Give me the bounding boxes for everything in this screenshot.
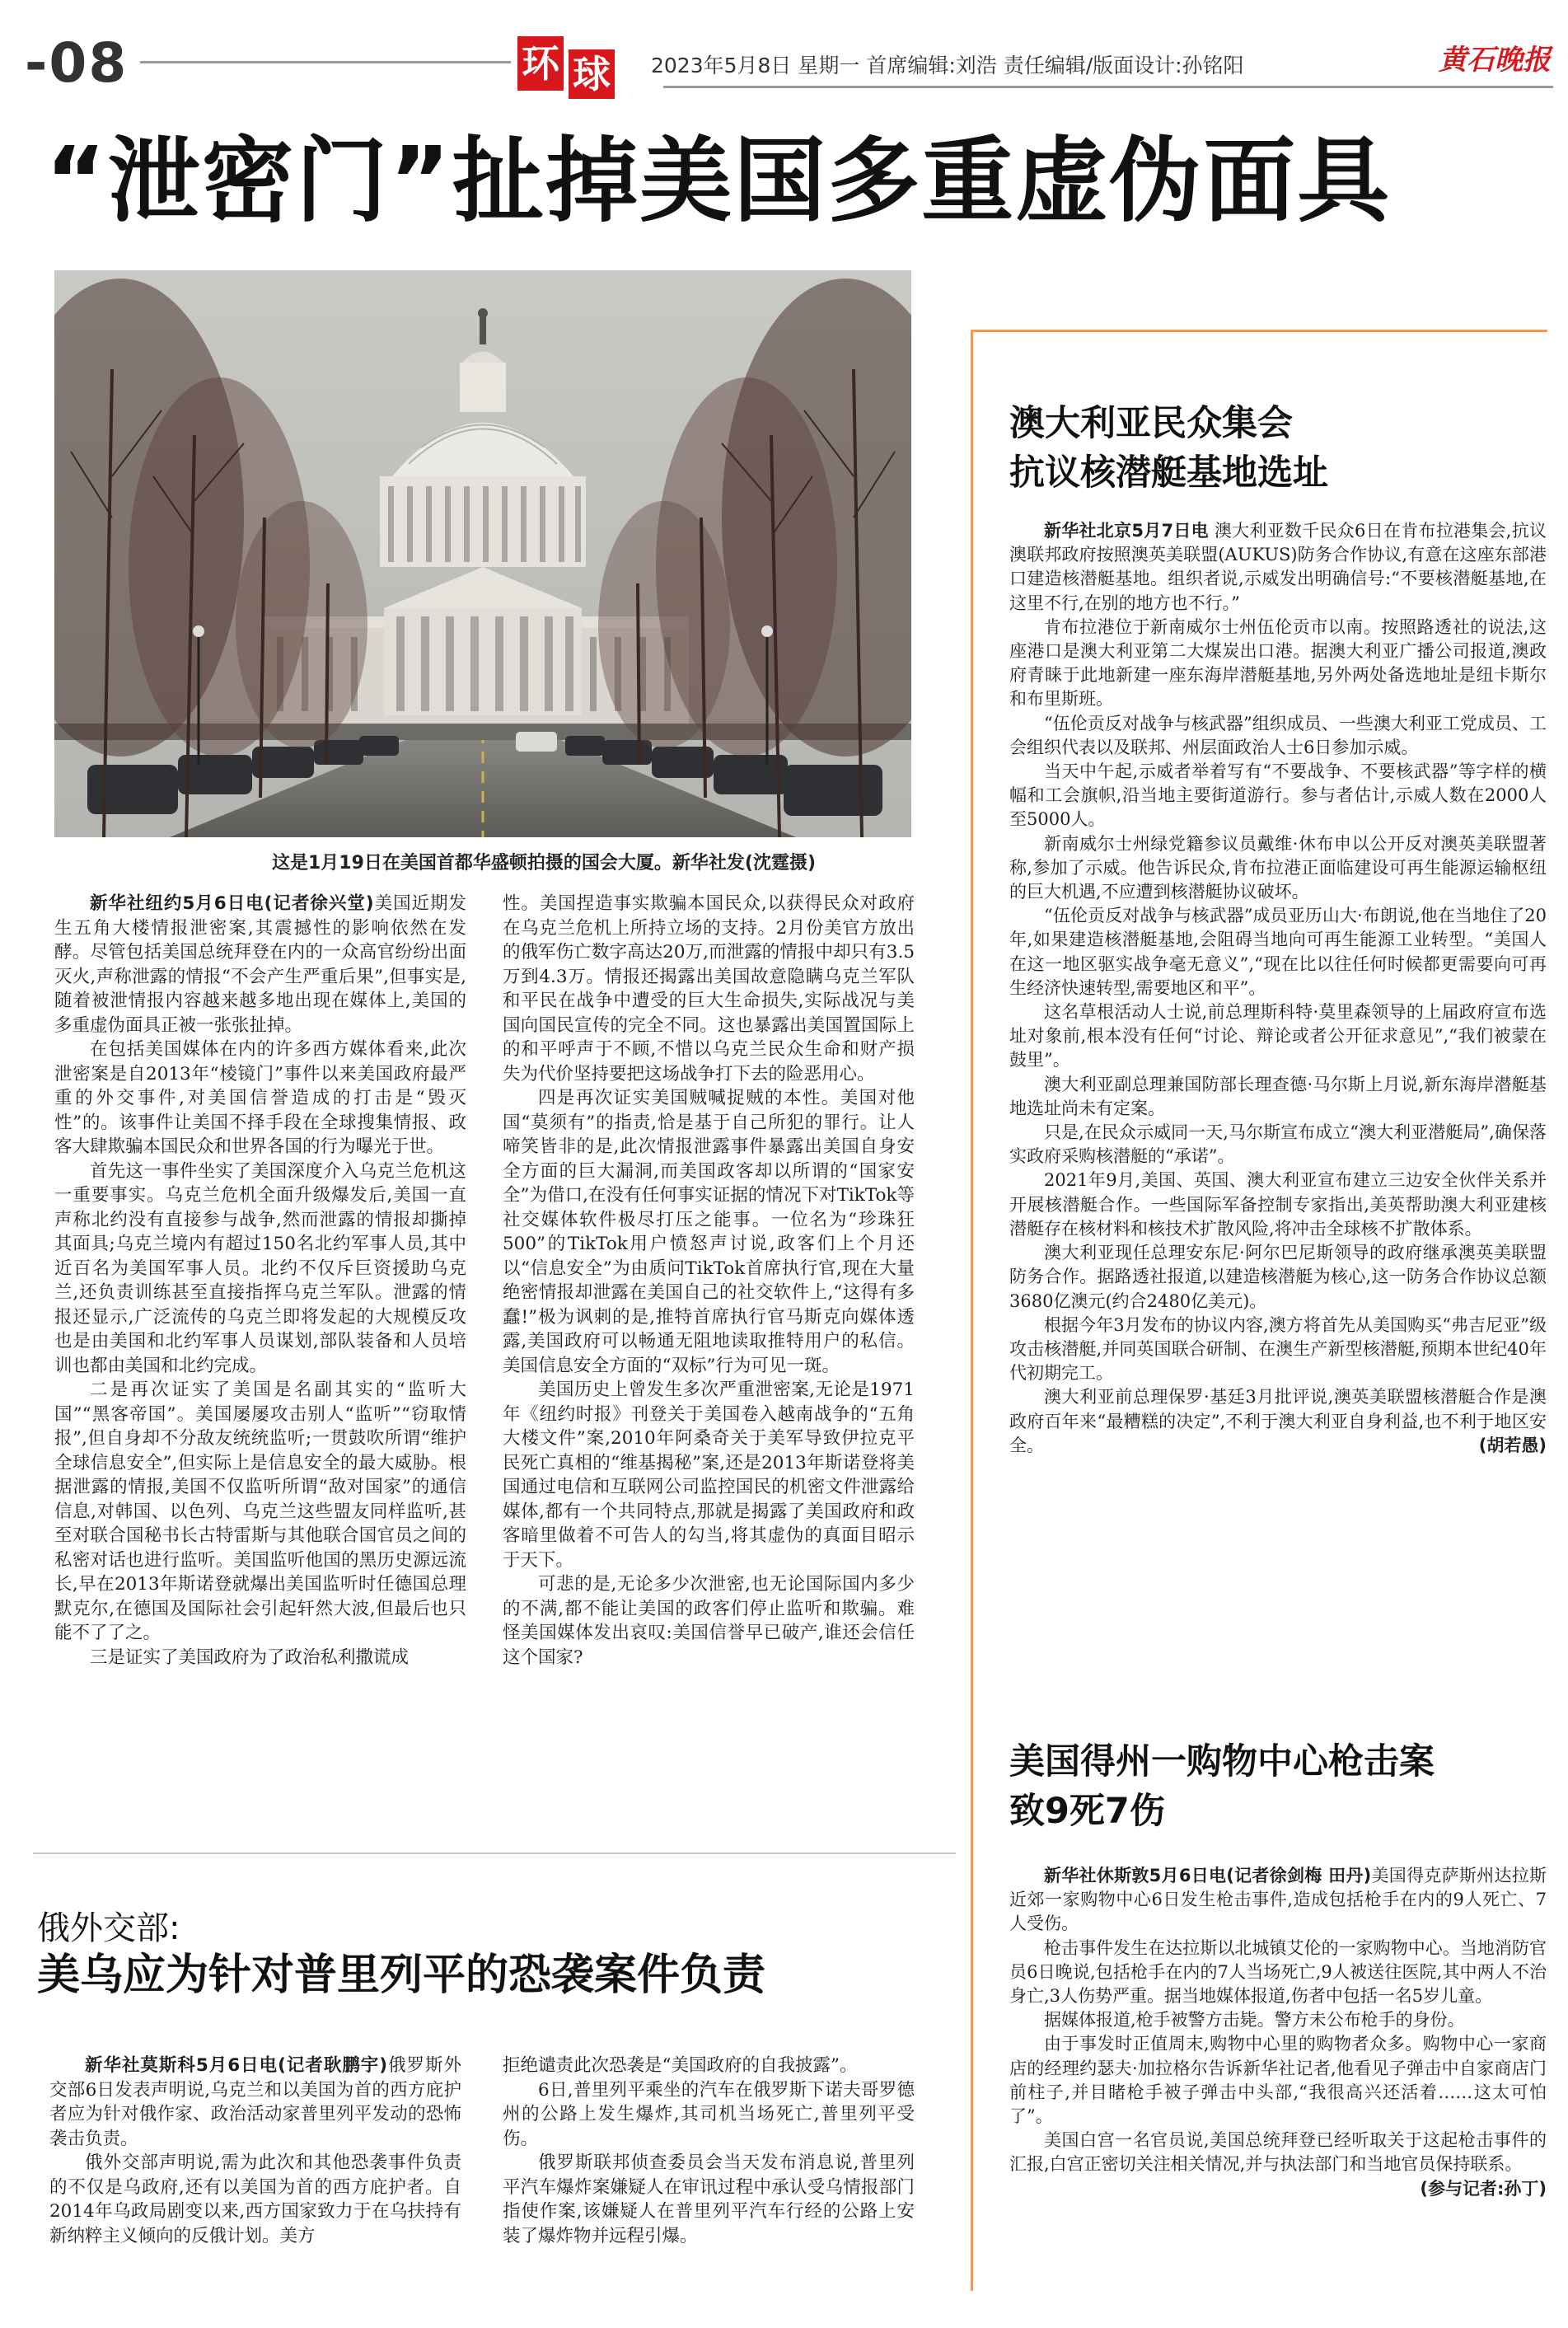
dateline: 新华社莫斯科5月6日电(记者耿鹏宇) xyxy=(85,2055,388,2076)
paragraph xyxy=(1009,1937,1547,2009)
australia-headline-line-1: 澳大利亚民众集会 xyxy=(1009,403,1293,444)
paragraph-text: 俄罗斯外交部6日发表声明说,乌克兰和以美国为首的西方庇护者应为针对俄作家、政治活动家普里列平发动的恐怖袭击负责。 xyxy=(49,2055,461,2149)
photo-caption: 这是1月19日在美国首都华盛顿拍摄的国会大厦。新华社发(沈霆摄) xyxy=(272,853,817,874)
paragraph xyxy=(49,2054,461,2151)
paragraph xyxy=(503,1378,915,1572)
russia-article-column-1 xyxy=(49,2054,461,2248)
paragraph-text: “伍伦贡反对战争与核武器”组织成员、一些澳大利亚工党成员、工会组织代表以及联邦、州层面政治人士6日参加示威。 xyxy=(1009,713,1547,757)
paragraph-text: 美国白宫一名官员说,美国总统拜登已经听取关于这起枪击事件的汇报,白宫正密切关注相关情况,并与执法部门和当地官员保持联系。 xyxy=(1009,2130,1547,2175)
paragraph xyxy=(54,1378,466,1646)
byline-signature: (胡若愚) xyxy=(1478,1435,1547,1455)
texas-headline xyxy=(1009,1737,1553,1836)
paragraph-text: 6日,普里列平乘坐的汽车在俄罗斯下诺夫哥罗德州的公路上发生爆炸,其司机当场死亡,普里列平受伤。 xyxy=(503,2079,915,2149)
section-label-char-1: 环 xyxy=(517,36,564,91)
russia-article-column-2 xyxy=(503,2054,915,2248)
capitol-photo-illustration xyxy=(54,270,911,837)
australia-headline xyxy=(1009,399,1553,498)
australia-headline-line-2: 抗议核潜艇基地选址 xyxy=(1009,452,1328,494)
paragraph xyxy=(1009,519,1547,616)
side-panel-rule-top xyxy=(971,330,1547,332)
paragraph xyxy=(1009,616,1547,712)
paragraph-text: 澳大利亚现任总理安东尼·阿尔巴尼斯领导的政府继承澳英美联盟防务合作。据路透社报道,以建造核潜艇为核心,这一防务合作协议总额3680亿澳元(约合2480亿美元)。 xyxy=(1009,1243,1547,1311)
texas-headline-line-1: 美国得州一购物中心枪击案 xyxy=(1009,1741,1435,1782)
paragraph-text: 只是,在民众示威同一天,马尔斯宣布成立“澳大利亚潜艇局”,确保落实政府采购核潜艇的“承诺”。 xyxy=(1009,1122,1547,1167)
paragraph xyxy=(54,1646,466,1670)
paragraph xyxy=(1009,832,1547,905)
paragraph xyxy=(1009,712,1547,760)
paragraph xyxy=(503,1572,915,1670)
paragraph xyxy=(1009,1000,1547,1073)
capitol-photo xyxy=(54,270,911,837)
paragraph xyxy=(1009,1864,1547,1937)
paragraph xyxy=(1009,1314,1547,1386)
dateline: 新华社休斯敦5月6日电(记者徐剑梅 田丹) xyxy=(1044,1866,1372,1885)
paragraph-text: 首先这一事件坐实了美国深度介入乌克兰危机这一重要事实。乌克兰危机全面升级爆发后,美国一直声称北约没有直接参与战争,然而泄露的情报却撕掉其面具;乌克兰境内有超过150名北约军事人员,其中近百名为美国军事人员。北约不仅斥巨资援助乌克兰,还负责训练甚至直接指挥乌克兰军队。泄露的情报还显示,广泛流传的乌克兰即将发起的大规模反攻也是由美国和北约军事人员谋划,部队装备和人员培训也都由美国和北约完成。 xyxy=(54,1160,466,1376)
paragraph xyxy=(503,2078,915,2152)
paragraph xyxy=(503,892,915,1086)
page-number: -08 xyxy=(25,31,129,95)
paragraph xyxy=(503,2054,915,2078)
russia-kicker: 俄外交部: xyxy=(37,1909,180,1947)
section-label-char-2: 球 xyxy=(569,49,615,99)
newspaper-logo: 黄石晚报 xyxy=(1439,44,1551,77)
header-rule-left xyxy=(140,61,511,63)
paragraph xyxy=(1009,904,1547,1000)
paragraph-text: 俄外交部声明说,需为此次和其他恐袭事件负责的不仅是乌政府,还有以美国为首的西方庇护者。自2014年乌政局剧变以来,西方国家致力于在乌扶持有新纳粹主义倾向的反俄计划。美方 xyxy=(49,2152,461,2246)
paragraph xyxy=(1009,760,1547,832)
australia-article-body xyxy=(1009,519,1547,1458)
paragraph xyxy=(1009,2129,1547,2199)
russia-headline: 美乌应为针对普里列平的恐袭案件负责 xyxy=(37,1951,766,2000)
paragraph xyxy=(503,2151,915,2248)
paragraph xyxy=(1009,1169,1547,1241)
paragraph-text: 澳大利亚前总理保罗·基廷3月批评说,澳英美联盟核潜艇合作是澳政府百年来“最糟糕的决定”,不利于澳大利亚自身利益,也不利于地区安全。 xyxy=(1009,1387,1547,1455)
paragraph-text: 美国历史上曾发生多次严重泄密案,无论是1971年《纽约时报》刊登关于美国卷入越南战争的“五角大楼文件”案,2010年阿桑奇关于美军导致伊拉克平民死亡真相的“维基揭秘”案,还是2013年斯诺登将美国通过电信和互联网公司监控国民的机密文件泄露给媒体,都有一个共同特点,那就是揭露了美国政府和政客暗里做着不可告人的勾当,将其虚伪的真面目昭示于天下。 xyxy=(503,1379,915,1571)
byline-signature: (参与记者:孙丁) xyxy=(1420,2178,1547,2199)
paragraph-text: 澳大利亚副总理兼国防部长理查德·马尔斯上月说,新东海岸潜艇基地选址尚未有定案。 xyxy=(1009,1074,1547,1118)
bottom-article-rule xyxy=(33,1853,956,1854)
dateline: 新华社北京5月7日电 xyxy=(1044,521,1209,541)
paragraph-text: 性。美国捏造事实欺骗本国民众,以获得民众对政府在乌克兰危机上所持立场的支持。2月份美官方放出的俄军伤亡数字高达20万,而泄露的情报中却只有3.5万到4.3万。情报还揭露出美国故意隐瞒乌克兰军队和平民在战争中遭受的巨大生命损失,实际战况与美国向国民宣传的完全不同。这也暴露出美国置国际上的和平呼声于不顾,不惜以乌克兰民众生命和财产损失为代价坚持要把这场战争打下去的险恶用心。 xyxy=(503,893,915,1084)
paragraph-text: 枪击事件发生在达拉斯以北城镇艾伦的一家购物中心。当地消防官员6日晚说,包括枪手在内的7人当场死亡,9人被送往医院,其中两人不治身亡,3人伤势严重。据当地媒体报道,伤者中包括一名5岁儿童。 xyxy=(1009,1937,1547,2007)
paragraph-text: “伍伦贡反对战争与核武器”成员亚历山大·布朗说,他在当地住了20年,如果建造核潜艇基地,会阻碍当地向可再生能源工业转型。“美国人在这一地区驱实战争毫无意义”,“现在比以往任何时候都更需要向可再生经济快速转型,需要地区和平”。 xyxy=(1009,906,1547,998)
paragraph xyxy=(49,2151,461,2248)
main-headline: “泄密门”扯掉美国多重虚伪面具 xyxy=(45,128,1392,235)
paragraph-text: 这名草根活动人士说,前总理斯科特·莫里森领导的上届政府宣布选址对象前,根本没有任何“讨论、辩论或者公开征求意见”,“我们被蒙在鼓里”。 xyxy=(1009,1002,1547,1070)
paragraph xyxy=(1009,1241,1547,1314)
paragraph xyxy=(54,1038,466,1159)
paragraph-text: 新南威尔士州绿党籍参议员戴维·休布申以公开反对澳英美联盟著称,参加了示威。他告诉民众,肯布拉港正面临建设可再生能源运输枢纽的巨大机遇,不应遭到核潜艇协议破坏。 xyxy=(1009,833,1547,902)
paragraph-text: 可悲的是,无论多少次泄密,也无论国际国内多少的不满,都不能让美国的政客们停止监听和欺骗。难怪美国媒体发出哀叹:美国信誉早已破产,谁还会信任这个国家? xyxy=(503,1574,915,1668)
paragraph xyxy=(54,1159,466,1379)
texas-headline-line-2: 致9死7伤 xyxy=(1009,1791,1165,1832)
paragraph-text: 美国得克萨斯州达拉斯近郊一家购物中心6日发生枪击事件,造成包括枪手在内的9人死亡、7人受伤。 xyxy=(1009,1866,1547,1934)
paragraph-text: 二是再次证实了美国是名副其实的“监听大国”“黑客帝国”。美国屡屡攻击别人“监听”“窃取情报”,但自身却不分敌友统统监听;一贯鼓吹所谓“维护全球信息安全”,但实际上是信息安全的最大威胁。根据泄露的情报,美国不仅监听所谓“敌对国家”的通信信息,对韩国、以色列、乌克兰这些盟友同样监听,甚至对联合国秘书长古特雷斯与其他联合国官员之间的私密对话也进行监听。美国监听他国的黑历史源远流长,早在2013年斯诺登就爆出美国监听时任德国总理默克尔,在德国及国际社会引起轩然大波,但最后也只能不了了之。 xyxy=(54,1379,466,1643)
paragraph-text: 澳大利亚数千民众6日在肯布拉港集会,抗议澳联邦政府按照澳英美联盟(AUKUS)防务合作协议,有意在这座东部港口建造核潜艇基地。组织者说,示威发出明确信号:“不要核潜艇基地,在这里不行,在别的地方也不行。” xyxy=(1009,521,1547,613)
dateline: 新华社纽约5月6日电(记者徐兴堂) xyxy=(90,893,374,914)
paragraph-text: 在包括美国媒体在内的许多西方媒体看来,此次泄密案是自2013年“棱镜门”事件以来美国政府最严重的外交事件,对美国信誉造成的打击是“毁灭性”的。该事件让美国不择手段在全球搜集情报、政客大肆欺骗本国民众和世界各国的行为曝光于世。 xyxy=(54,1039,466,1157)
paragraph-text: 拒绝谴责此次恐袭是“美国政府的自我披露”。 xyxy=(503,2055,858,2076)
paragraph-text: 俄罗斯联邦侦查委员会当天发布消息说,普里列平汽车爆炸案嫌疑人在审讯过程中承认受乌情报部门指使作案,该嫌疑人在普里列平汽车行经的公路上安装了爆炸物并远程引爆。 xyxy=(503,2152,915,2246)
paragraph-text: 三是证实了美国政府为了政治私利撒谎成 xyxy=(90,1646,410,1668)
paragraph-text: 据媒体报道,枪手被警方击毙。警方未公布枪手的身份。 xyxy=(1044,2010,1465,2031)
side-panel-rule-left xyxy=(971,330,973,2291)
paragraph-text: 美国近期发生五角大楼情报泄密案,其震撼性的影响依然在发酵。尽管包括美国总统拜登在内的一众高官纷纷出面灭火,声称泄露的情报“不会产生严重后果”,但事实是,随着被泄情报内容越来越多地出现在媒体上,美国的多重虚伪面具正被一张张扯掉。 xyxy=(54,893,466,1036)
paragraph-text: 四是再次证实美国贼喊捉贼的本性。美国对他国“莫须有”的指责,恰是基于自己所犯的罪行。让人啼笑皆非的是,此次情报泄露事件暴露出美国自身安全方面的巨大漏洞,而美国政客却以所谓的“国家安全”为借口,在没有任何事实证据的情况下对TikTok等社交媒体软件极尽打压之能事。一位名为“珍珠狂500”的TikTok用户愤怒声讨说,政客们上个月还以“信息安全”为由质问TikTok首席执行官,现在大量绝密情报却泄露在美国自己的社交软件上,“这得有多蠢!”极为讽刺的是,推特首席执行官马斯克向媒体透露,美国政府可以畅通无阻地读取推特用户的私信。美国信息安全方面的“双标”行为可见一斑。 xyxy=(503,1088,915,1376)
paragraph xyxy=(503,1086,915,1378)
paragraph-text: 当天中午起,示威者举着写有“不要战争、不要核武器”等字样的横幅和工会旗帜,沿当地主要街道游行。参与者估计,示威人数在2000人至5000人。 xyxy=(1009,761,1547,830)
paragraph-text: 肯布拉港位于新南威尔士州伍伦贡市以南。按照路透社的说法,这座港口是澳大利亚第二大煤炭出口港。据澳大利亚广播公司报道,澳政府青睐于此地新建一座东海岸潜艇基地,另外两处备选地址是纽卡斯尔和布里斯班。 xyxy=(1009,616,1547,710)
header-rule-right xyxy=(663,86,1553,88)
main-article-column-2 xyxy=(503,892,915,1670)
paragraph-text: 由于事发时正值周末,购物中心里的购物者众多。购物中心一家商店的经理约瑟夫·加拉格尔告诉新华社记者,他看见子弹击中自家商店门前柱子,并目睹枪手被子弹击中头部,“我很高兴还活着……这太可怕了”。 xyxy=(1009,2034,1547,2127)
header-info: 2023年5月8日 星期一 首席编辑:刘浩 责任编辑/版面设计:孙铭阳 xyxy=(651,54,1244,77)
paragraph xyxy=(1009,2008,1547,2032)
texas-article-body xyxy=(1009,1864,1547,2201)
paragraph-text: 2021年9月,美国、英国、澳大利亚宣布建立三边安全伙伴关系并开展核潜艇合作。一些国际军备控制专家指出,美英帮助澳大利亚建核潜艇存在核材料和核技术扩散风险,将冲击全球核不扩散体系。 xyxy=(1009,1170,1547,1239)
paragraph xyxy=(1009,1073,1547,1121)
paragraph-text: 根据今年3月发布的协议内容,澳方将首先从美国购买“弗吉尼亚”级攻击核潜艇,并同英国联合研制、在澳生产新型核潜艇,预期本世纪40年代初期完工。 xyxy=(1009,1314,1547,1384)
paragraph xyxy=(1009,1385,1547,1458)
paragraph xyxy=(1009,1121,1547,1169)
main-article-column-1 xyxy=(54,892,466,1670)
paragraph xyxy=(54,892,466,1038)
paragraph xyxy=(1009,2032,1547,2129)
